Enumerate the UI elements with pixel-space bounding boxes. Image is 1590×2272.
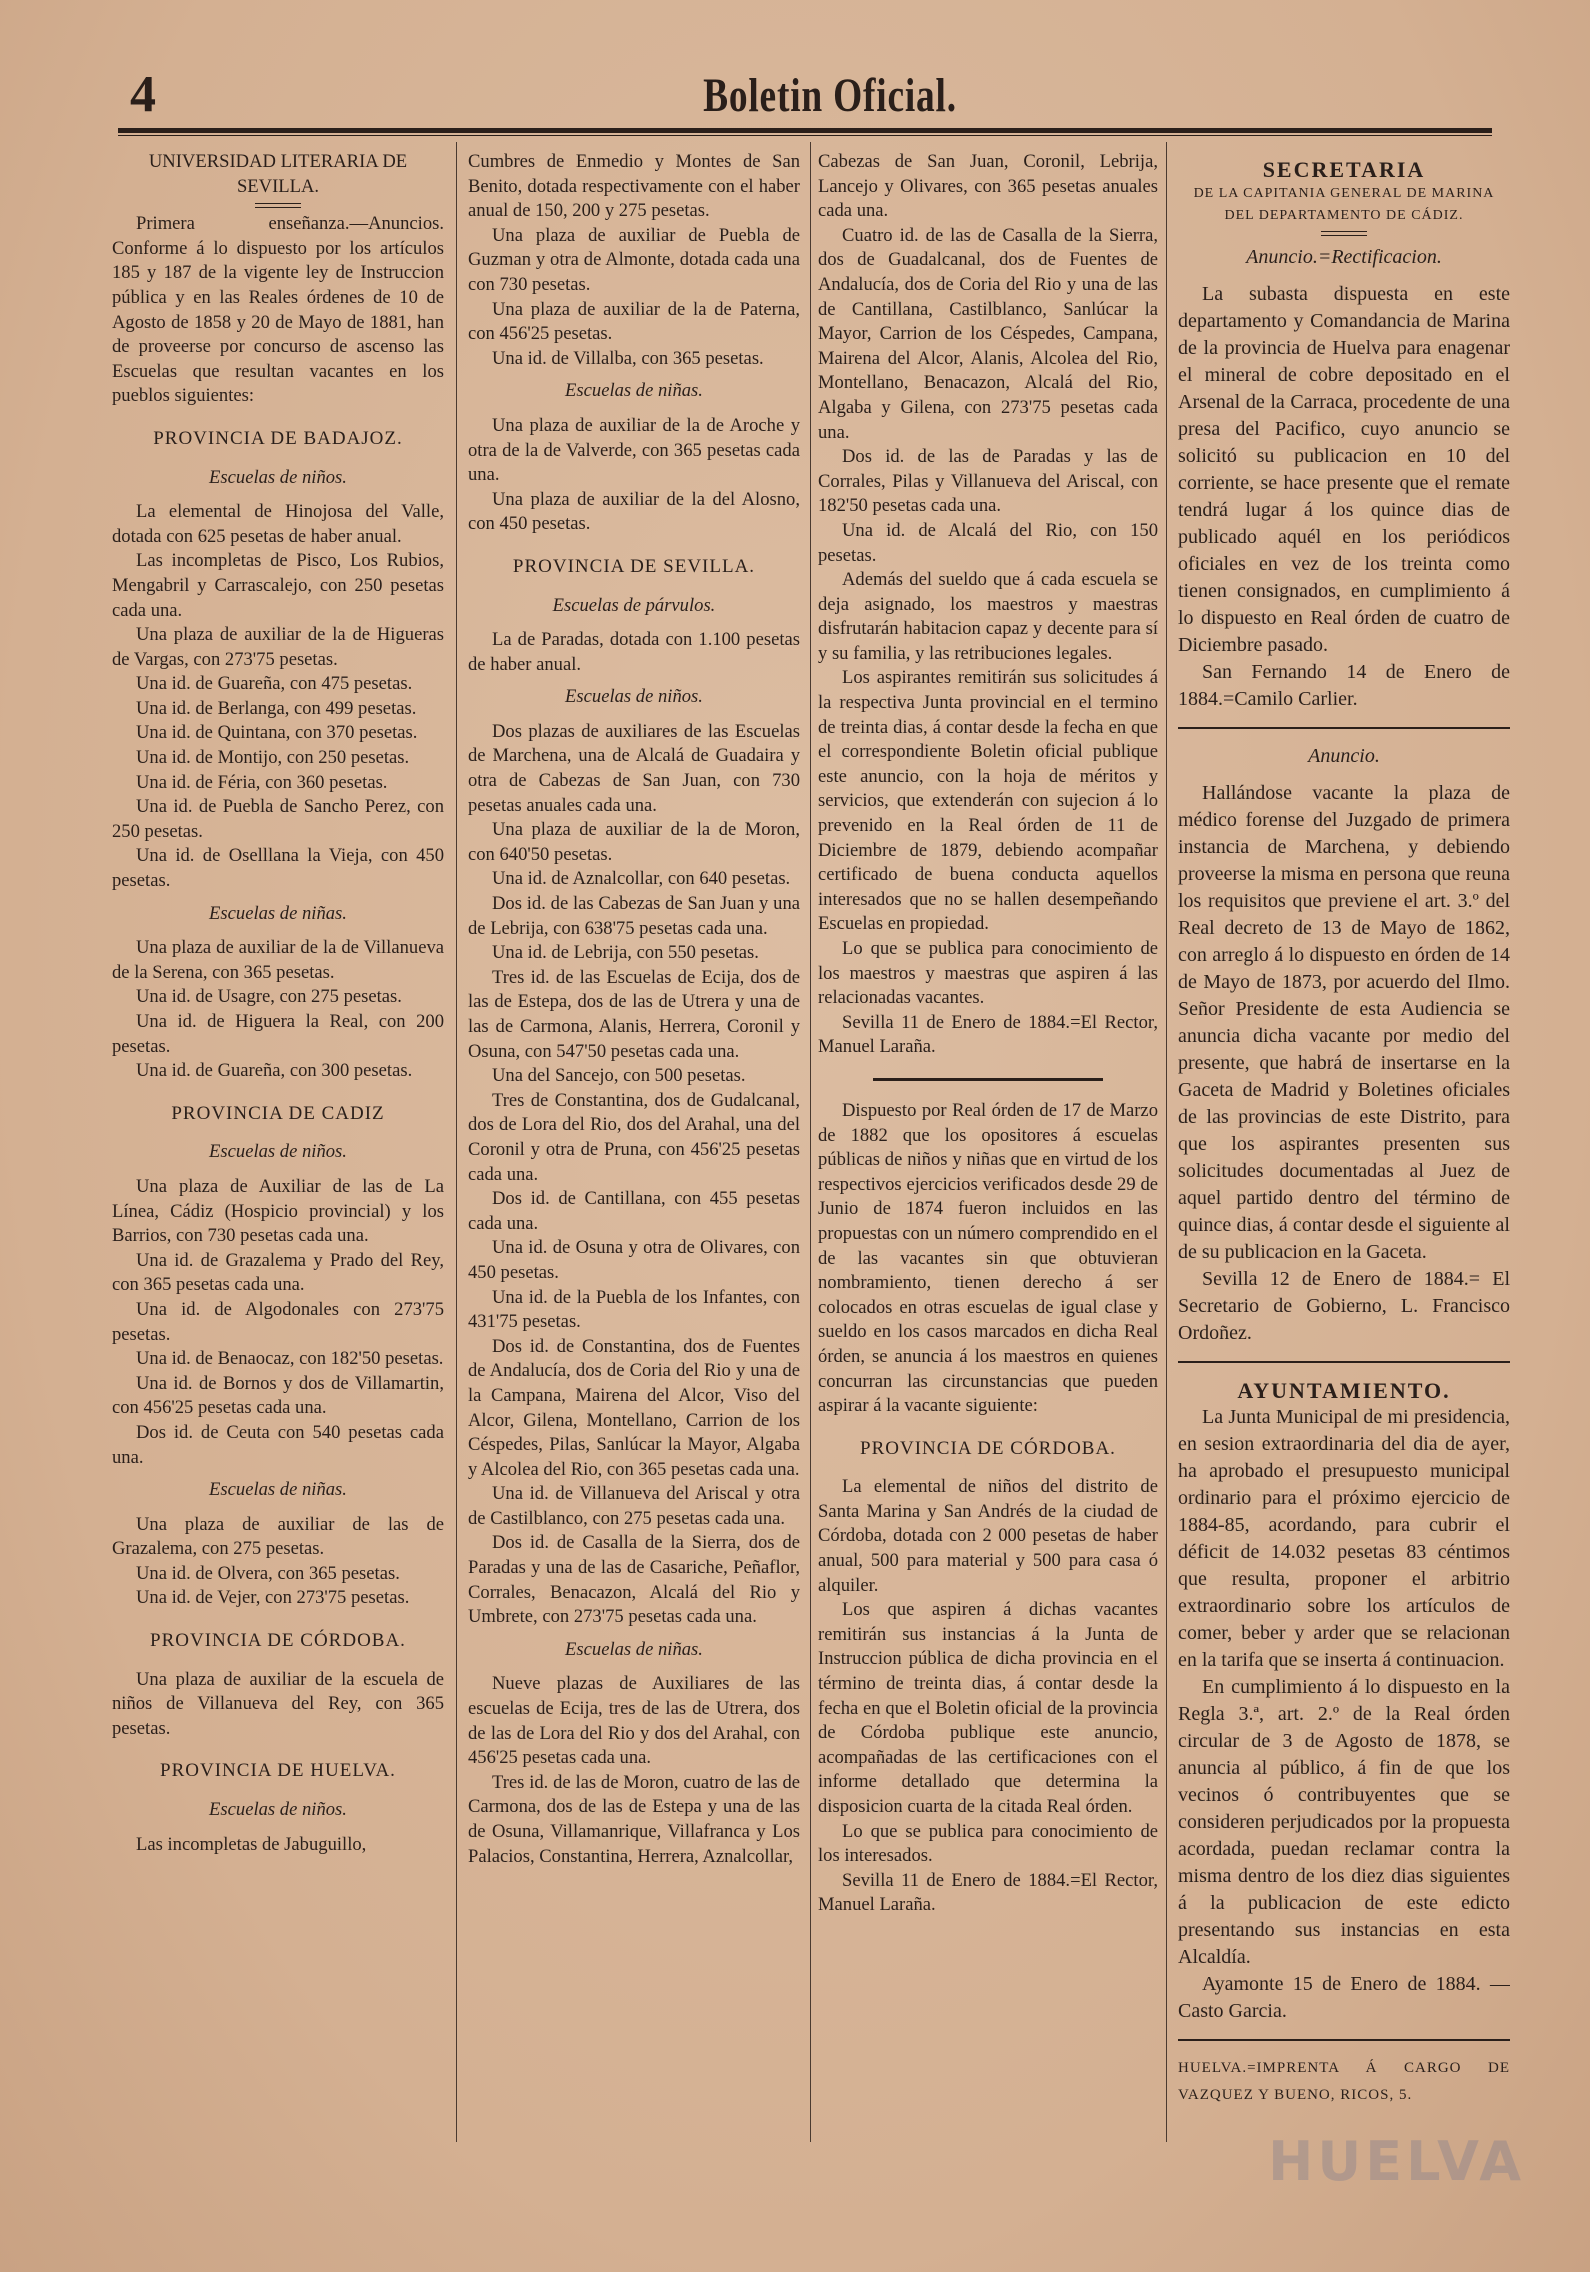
paragraph: Los que aspiren á dichas vacantes remitirán sus instancias á la Junta de Instruccion pública de dicha provincia en el término de treinta dias, á contar desde la fecha en que el Boletin oficial de la provincia de Córdoba publique este anuncio, acompañadas de las certificaciones con el informe detallado que determina la disposicion cuarta de la citada Real órden. xyxy=(818,1599,1158,1817)
subsection-heading: Escuelas de niñas. xyxy=(565,1638,703,1660)
column-divider xyxy=(1166,142,1167,2142)
section-heading: PROVINCIA DE CÓRDOBA. xyxy=(860,1437,1116,1459)
subsection-heading: Escuelas de niños. xyxy=(209,466,347,488)
paragraph: Cuatro id. de las de Casalla de la Sierra, dos de Guadalcanal, dos de Fuentes de Andalucía, dos de Coria del Rio y una de las de Cantillana, Castilblanco, Sanlúcar la Mayor, Carrion de los Céspedes, Campana, Mairena del Alcor, Alanis, Alcolea del Rio, Montellano, Benacazon, Alcalá del Rio, Algaba y Gilena, con 273'75 pesetas cada una. xyxy=(818,224,1158,443)
column-divider xyxy=(456,142,457,2142)
department-heading: AYUNTAMIENTO. xyxy=(1237,1378,1451,1403)
paragraph: Una id. de Montijo, con 250 pesetas. xyxy=(136,747,410,769)
section-heading: PROVINCIA DE CADIZ xyxy=(171,1102,385,1124)
paragraph: Tres id. de las de Moron, cuatro de las de Carmona, dos de las de Estepa y una de las de Osuna, Villamanrique, Villafranca y Los Palacios, Constantina, Herrera, Aznalcollar, xyxy=(468,1771,800,1867)
separator-rule xyxy=(1178,1361,1510,1363)
paragraph: San Fernando 14 de Enero de 1884.=Camilo Carlier. xyxy=(1178,661,1510,710)
paragraph: Dos id. de Cantillana, con 455 pesetas cada una. xyxy=(468,1188,800,1234)
paragraph: Una id. de Osuna y otra de Olivares, con 450 pesetas. xyxy=(468,1237,800,1283)
paragraph: Dos plazas de auxiliares de las Escuelas de Marchena, una de Alcalá de Guadaira y otra de Cabezas de San Juan, con 730 pesetas anuales cada una. xyxy=(468,720,800,816)
column-3 xyxy=(818,150,1158,2190)
separator-rule xyxy=(1178,727,1510,729)
paragraph: Primera enseñanza.—Anuncios. Conforme á lo dispuesto por los artículos 185 y 187 de la vigente ley de Instruccion pública y en las Reales órdenes de 10 de Agosto de 1858 y 20 de Mayo de 1881, han de proveerse por concurso de ascenso las Escuelas que resultan vacantes en los pueblos siguientes: xyxy=(112,213,444,407)
paragraph: Tres de Constantina, dos de Gudalcanal, dos de Lora del Rio, dos del Arahal, una del Coronil y otra de Pruna, con 456'25 pesetas cada una. xyxy=(468,1089,800,1185)
printer-imprint: HUELVA.=IMPRENTA Á CARGO DE VAZQUEZ Y BUENO, RICOS, 5. xyxy=(1178,2060,1510,2103)
paragraph: La de Paradas, dotada con 1.100 pesetas de haber anual. xyxy=(468,629,800,675)
subsection-heading: Escuelas de niños. xyxy=(565,686,703,708)
section-heading: PROVINCIA DE HUELVA. xyxy=(160,1760,396,1782)
paragraph: Lo que se publica para conocimiento de los maestros y maestras que aspiren á las relacionadas vacantes. xyxy=(818,938,1158,1009)
paragraph: Una plaza de Auxiliar de las de La Línea, Cádiz (Hospicio provincial) y los Barrios, con 730 pesetas cada una. xyxy=(112,1175,444,1247)
paragraph: Una plaza de auxiliar de las de Grazalema, con 275 pesetas. xyxy=(112,1513,444,1560)
paragraph: Una id. de Usagre, con 275 pesetas. xyxy=(136,986,402,1008)
paragraph: Las incompletas de Pisco, Los Rubios, Mengabril y Carrascalejo, con 250 pesetas cada una. xyxy=(112,550,444,621)
paragraph: Una id. de Grazalema y Prado del Rey, con 365 pesetas cada una. xyxy=(112,1249,444,1296)
paragraph: Sevilla 11 de Enero de 1884.=El Rector, Manuel Laraña. xyxy=(818,1869,1158,1916)
subsection-heading: Escuelas de niñas. xyxy=(209,1479,347,1501)
separator-rule xyxy=(873,1078,1103,1081)
paragraph: En cumplimiento á lo dispuesto en la Regla 3.ª, art. 2.º de la Real órden circular de 3 de Agosto de 1878, se anuncia al público, á fin de que los vecinos ó contribuyentes que se consideren perjudicados por la propuesta acordada, puedan reclamar contra la misma dentro de los diez dias siguientes á la publicacion de este edicto presentando sus instancias en esta Alcaldía. xyxy=(1178,1676,1510,1968)
paragraph: La Junta Municipal de mi presidencia, en sesion extraordinaria del dia de ayer, ha aprobado el presupuesto municipal ordinario para el próximo ejercicio de 1884-85, acordando, para cubrir el déficit de 14.032 pesetas 83 céntimos que resulta, proponer el arbitrio extraordinario sobre los artículos de comer, beber y arder que se relacionan en la tarifa que se inserta á continuacion. xyxy=(1178,1406,1510,1671)
paragraph: Una id. de Bornos y dos de Villamartin, con 456'25 pesetas cada una. xyxy=(112,1372,444,1419)
paragraph: La elemental de niños del distrito de Santa Marina y San Andrés de la ciudad de Córdoba, dotada con 2 000 pesetas de haber anual, 500 para material y 500 para casa ó alquiler. xyxy=(818,1476,1158,1596)
paragraph: Los aspirantes remitirán sus solicitudes á la respectiva Junta provincial en el termino de treinta dias, á contar desde la fecha en que el correspondiente Boletin oficial publique este anuncio, con la hoja de méritos y servicios, que extenderán con sujecion á lo prevenido en la Real órden de 11 de Diciembre de 1879, debiendo acompañar certificado de buena conducta aquellos interesados que no se hallen desempeñando Escuelas en propiedad. xyxy=(818,667,1158,935)
section-heading: PROVINCIA DE SEVILLA. xyxy=(512,555,756,577)
paragraph: Una id. de Puebla de Sancho Perez, con 250 pesetas. xyxy=(112,796,444,842)
paragraph: La elemental de Hinojosa del Valle, dotada con 625 pesetas de haber anual. xyxy=(112,501,444,547)
subsection-heading: Escuelas de niñas. xyxy=(209,902,347,924)
paragraph: Una id. de Villalba, con 365 pesetas. xyxy=(492,347,764,369)
article-heading: UNIVERSIDAD LITERARIA DE SEVILLA. xyxy=(148,151,408,197)
paragraph: Una id. de Alcalá del Rio, con 150 pesetas. xyxy=(818,519,1158,566)
paragraph: Ayamonte 15 de Enero de 1884. —Casto Garcia. xyxy=(1178,1973,1510,2022)
double-rule xyxy=(255,203,301,208)
paragraph: Una id. de Benaocaz, con 182'50 pesetas. xyxy=(136,1348,444,1370)
paragraph: Dos id. de las de Paradas y las de Corrales, Pilas y Villanueva del Ariscal, con 182'50 pesetas cada una. xyxy=(818,446,1158,517)
paragraph: Tres id. de las Escuelas de Ecija, dos de las de Estepa, dos de las de Utrera y una de las de Carmona, Alanis, Herrera, Coronil y Osuna, con 547'50 pesetas cada una. xyxy=(468,966,800,1062)
subsection-heading: Anuncio. xyxy=(1308,745,1380,767)
column-divider xyxy=(810,142,811,2142)
paragraph: Dos id. de Casalla de la Sierra, dos de Paradas y una de las de Casariche, Peñaflor, Corrales, Benacazon, Alcalá del Rio y Umbrete, con 273'75 pesetas cada una. xyxy=(468,1532,800,1628)
column-2 xyxy=(468,150,800,2190)
paragraph: Sevilla 11 de Enero de 1884.=El Rector, Manuel Laraña. xyxy=(818,1011,1158,1058)
separator-rule xyxy=(1178,2039,1510,2041)
paragraph: Además del sueldo que á cada escuela se deja asignado, los maestros y maestras disfrutarán habitacion capaz y decente para sí y su familia, y las retribuciones legales. xyxy=(818,569,1158,664)
paragraph: Una id. de Guareña, con 475 pesetas. xyxy=(136,673,413,695)
section-heading: PROVINCIA DE BADAJOZ. xyxy=(153,427,403,449)
paragraph: Una id. de Oselllana la Vieja, con 450 pesetas. xyxy=(112,845,444,892)
paragraph: Dispuesto por Real órden de 17 de Marzo de 1882 que los opositores á escuelas públicas de niños y niñas que en virtud de los respectivos ejercicios verificados desde 29 de Junio de 1874 fueron incluidos en las propuestas con un número comprendido en el de las vacantes sin que obtuvieran nombramiento, tienen derecho á ser colocados en otras escuelas de igual clase y sueldo en los casos marcados en dicha Real órden, se anuncia á los maestros en quienes concurran las circunstancias que pueden aspirar á la vacante siguiente: xyxy=(818,1099,1158,1417)
library-watermark-stamp: HUELVA xyxy=(1268,2130,1525,2193)
paragraph: Una id. de la Puebla de los Infantes, con 431'75 pesetas. xyxy=(468,1286,800,1333)
subsection-heading: Escuelas de niñas. xyxy=(565,380,703,402)
paragraph: Nueve plazas de Auxiliares de las escuelas de Ecija, tres de las de Utrera, dos de las de Lora del Rio y dos del Arahal, con 456'25 pesetas cada una. xyxy=(468,1673,800,1769)
paragraph: Una del Sancejo, con 500 pesetas. xyxy=(492,1065,746,1087)
paragraph: Una id. de Berlanga, con 499 pesetas. xyxy=(136,697,417,719)
paragraph: Una plaza de auxiliar de la de Higueras de Vargas, con 273'75 pesetas. xyxy=(112,624,444,670)
paragraph: Lo que se publica para conocimiento de los interesados. xyxy=(818,1820,1158,1867)
paragraph: Dos id. de Ceuta con 540 pesetas cada una. xyxy=(112,1421,444,1468)
subsection-heading: Escuelas de niños. xyxy=(209,1799,347,1821)
paragraph: Una id. de Quintana, con 370 pesetas. xyxy=(136,722,418,744)
paragraph: Cumbres de Enmedio y Montes de San Benito, dotada respectivamente con el haber anual de 150, 200 y 275 pesetas. xyxy=(468,151,800,222)
paragraph: Dos id. de las Cabezas de San Juan y una de Lebrija, con 638'75 pesetas cada una. xyxy=(468,893,800,939)
paragraph: Una plaza de auxiliar de la escuela de niños de Villanueva del Rey, con 365 pesetas. xyxy=(112,1668,444,1739)
page-header xyxy=(120,60,1540,130)
paragraph: Una id. de Lebrija, con 550 pesetas. xyxy=(492,942,759,964)
paragraph: Una plaza de auxiliar de la de Villanueva de la Serena, con 365 pesetas. xyxy=(112,937,444,983)
paragraph: Una plaza de auxiliar de la de Aroche y otra de la de Valverde, con 365 pesetas cada una. xyxy=(468,414,800,486)
paragraph: Dos id. de Constantina, dos de Fuentes de Andalucía, dos de Coria del Rio y una de la Campana, Mairena del Alcor, Viso del Alcor, Gilena, Montellano, Carrion de los Céspedes, Pilas, Sanlúcar la Mayor, Algaba y Alcolea del Rio, con 365 pesetas cada una. xyxy=(468,1335,800,1480)
subsection-heading: Escuelas de niños. xyxy=(209,1141,347,1163)
paragraph: Cabezas de San Juan, Coronil, Lebrija, Lancejo y Olivares, con 365 pesetas anuales cada una. xyxy=(818,151,1158,222)
section-heading: PROVINCIA DE CÓRDOBA. xyxy=(150,1630,406,1652)
paragraph: Una id. de Vejer, con 273'75 pesetas. xyxy=(136,1587,410,1609)
header-rule-thin xyxy=(118,135,1492,136)
department-subheading: DE LA CAPITANIA GENERAL DE MARINA DEL DEPARTAMENTO DE CÁDIZ. xyxy=(1193,186,1495,223)
paragraph: La subasta dispuesta en este departamento y Comandancia de Marina de la provincia de Huelva para enagenar el mineral de cobre depositado en el Arsenal de la Carraca, procedente de una presa del Pacifico, cuyo anuncio se solicitó su publicacion en 10 del corriente, se hace presente que el remate tendrá lugar á los quince dias de publicado aquél en los periódicos oficiales en vez de los treinta como tienen consignados, en cumplimiento á lo dispuesto en Real órden de cuatro de Diciembre pasado. xyxy=(1178,283,1510,656)
double-rule xyxy=(1321,231,1367,236)
subsection-heading: Escuelas de párvulos. xyxy=(552,594,716,616)
column-4 xyxy=(1178,150,1510,2190)
subsection-heading: Anuncio.=Rectificacion. xyxy=(1246,246,1442,268)
masthead-title: Boletin Oficial. xyxy=(703,69,957,122)
column-1 xyxy=(112,150,444,2190)
paragraph: Las incompletas de Jabuguillo, xyxy=(136,1833,367,1855)
paragraph: Una plaza de auxiliar de Puebla de Guzman y otra de Almonte, dotada cada una con 730 pesetas. xyxy=(468,224,800,295)
page-number: 4 xyxy=(130,66,156,123)
paragraph: Una plaza de auxiliar de la de Moron, con 640'50 pesetas. xyxy=(468,819,800,865)
paragraph: Una id. de Olvera, con 365 pesetas. xyxy=(136,1562,400,1584)
paragraph: Sevilla 12 de Enero de 1884.= El Secretario de Gobierno, L. Francisco Ordoñez. xyxy=(1178,1268,1510,1344)
paragraph: Una id. de Algodonales con 273'75 pesetas. xyxy=(112,1298,444,1345)
paragraph: Una plaza de auxiliar de la del Alosno, con 450 pesetas. xyxy=(468,488,800,535)
department-heading: SECRETARIA xyxy=(1262,157,1426,182)
paragraph: Una id. de Aznalcollar, con 640 pesetas. xyxy=(492,868,791,890)
header-rule xyxy=(118,128,1492,133)
paragraph: Una id. de Féria, con 360 pesetas. xyxy=(136,771,388,793)
paragraph: Una id. de Guareña, con 300 pesetas. xyxy=(136,1060,413,1082)
paragraph: Una plaza de auxiliar de la de Paterna, con 456'25 pesetas. xyxy=(468,298,800,345)
paragraph: Una id. de Villanueva del Ariscal y otra de Castilblanco, con 275 pesetas cada una. xyxy=(468,1483,800,1529)
paragraph: Una id. de Higuera la Real, con 200 pesetas. xyxy=(112,1011,444,1057)
paragraph: Hallándose vacante la plaza de médico forense del Juzgado de primera instancia de Marchena, y debiendo proveerse la misma en persona que reuna los requisitos que previene el art. 3.º del Real decreto de 13 de Mayo de 1862, con arreglo á lo dispuesto en órden de 14 de Mayo de 1873, por acuerdo del Ilmo. Señor Presidente de esta Audiencia se anuncia dicha vacante por medio del presente, que habrá de insertarse en la Gaceta de Madrid y Boletines oficiales de las provincias de este Distrito, para que los aspirantes presenten sus solicitudes documentadas al Juez de aquel partido dentro del término de quince dias, á contar desde el siguiente al de su publicacion en la Gaceta. xyxy=(1178,782,1510,1263)
